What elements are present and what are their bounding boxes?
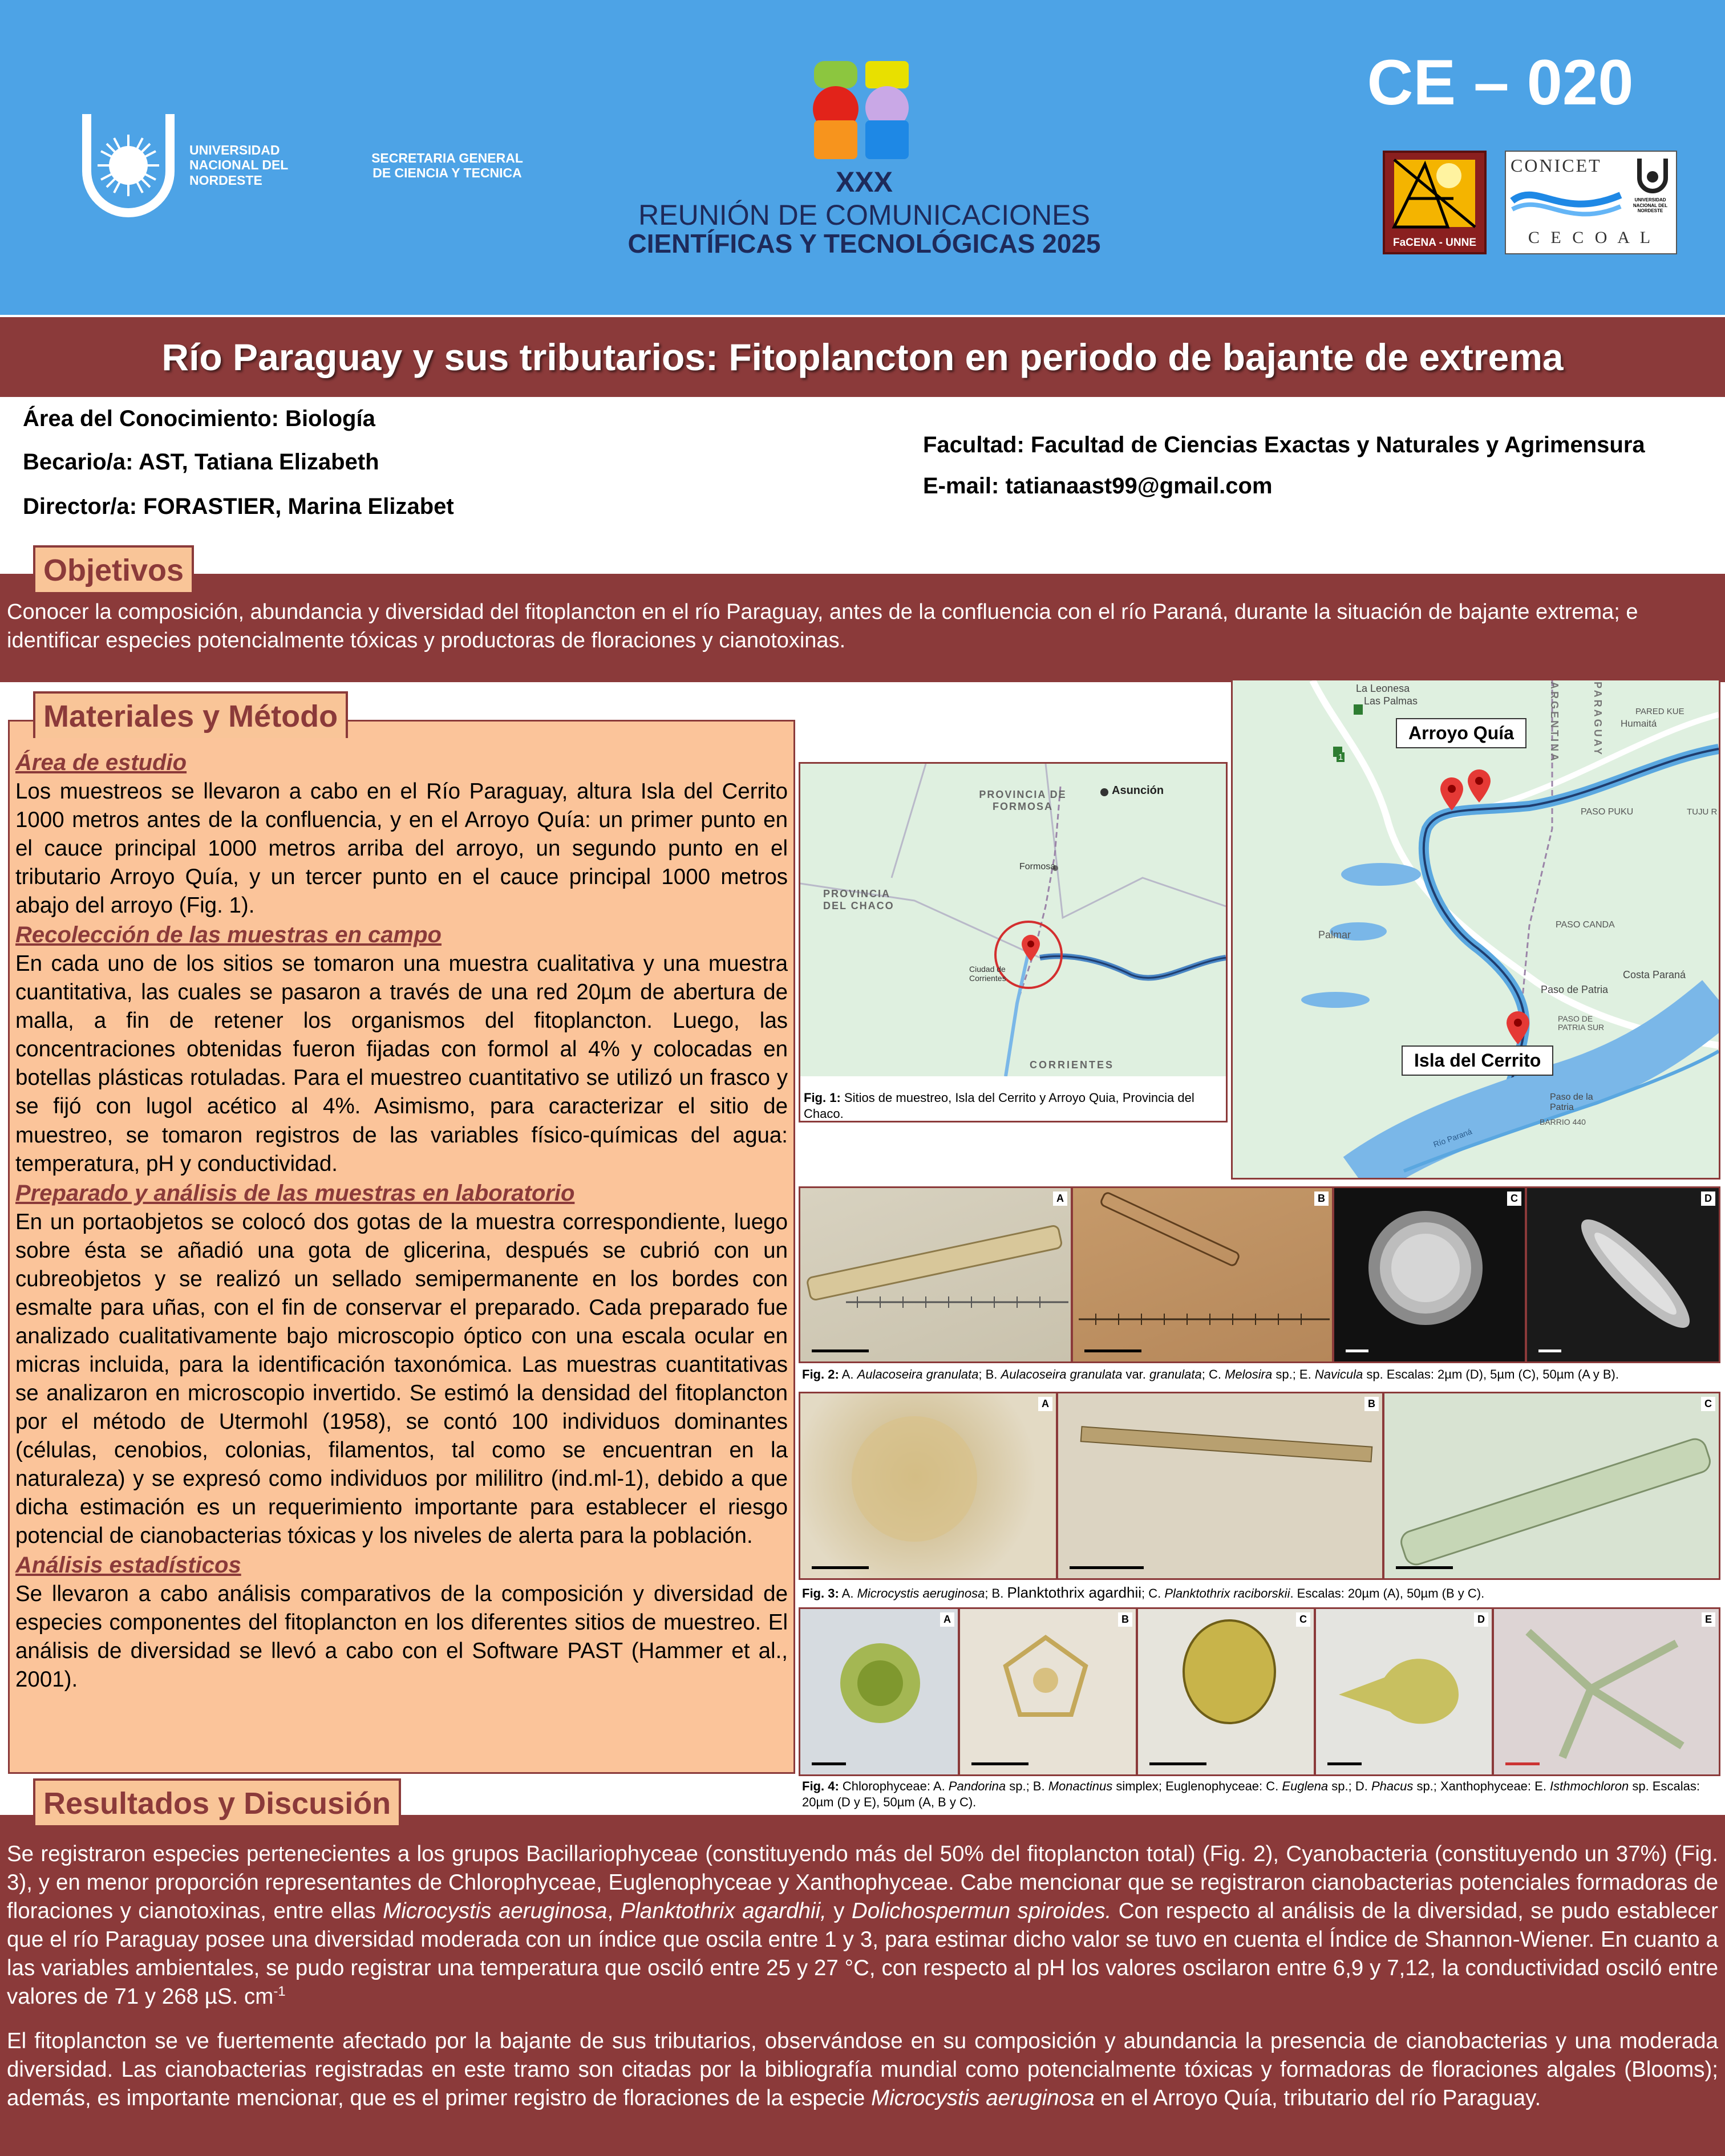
resultados-text: Se registraron especies pertenecientes a los grupos Bacillariophyceae (constituyendo más del 50% del fitoplancton total) (Fig. 2), Cyanobacteria (constituyendo un 37%) (Fig. 3), y en menor proporción representantes de Chlorophyceae, Euglenophyceae y Xanthophyceae. Cabe mencionar que se registraron cianobacterias potenciales formadoras de floraciones y cianotoxinas, entre ellas xyxy=(7,1842,1718,1924)
event-title-line2: CIENTÍFICAS Y TECNOLÓGICAS 2025 xyxy=(627,229,1101,258)
fig3-caption-part: ; C. xyxy=(1141,1586,1165,1600)
fig4-c-scale xyxy=(1149,1762,1206,1765)
fig4-image-e xyxy=(1492,1607,1720,1776)
fig2-caption-part: var. xyxy=(1122,1367,1150,1381)
fig3-tag-b: B xyxy=(1364,1397,1379,1411)
fig2-a-scale xyxy=(812,1349,869,1352)
director: Director/a: FORASTIER, Marina Elizabet xyxy=(23,494,454,519)
resultados-text: en el Arroyo Quía, tributario del río Paraguay. xyxy=(1094,2086,1541,2111)
fig2-caption-part: A. xyxy=(839,1367,857,1381)
map-label-isla-cerrito: Isla del Cerrito xyxy=(1402,1045,1553,1076)
fig4-a-scale xyxy=(812,1762,846,1765)
map-costa-parana: Costa Paraná xyxy=(1623,969,1686,980)
fig2-image-c xyxy=(1333,1186,1526,1363)
fig4-b-scale xyxy=(971,1762,1028,1765)
map-humaita: Humaitá xyxy=(1621,718,1657,729)
fig2-caption-label: Fig. 2: xyxy=(802,1367,839,1381)
map-la-leonesa: La Leonesa xyxy=(1356,683,1410,694)
fig3-caption-label: Fig. 3: xyxy=(802,1586,839,1600)
map-prov-formosa: PROVINCIA DE FORMOSA xyxy=(979,789,1067,812)
map-paso-puku: PASO PUKU xyxy=(1581,807,1634,817)
facena-emblem-icon xyxy=(1385,153,1484,234)
map-tuju: TUJU R xyxy=(1687,807,1718,817)
fig3-image-b xyxy=(1056,1392,1384,1580)
unne-logo-icon xyxy=(80,108,177,222)
resultados-text: Con respecto al análisis de la diversidad, se pudo establecer que el río Paraguay posee una diversidad moderada con un índice que oscila entre 1 y 3, para estimar dicho valor se tuvo en cuenta el Índice de Shannon-Wiener. En cuanto a las variables ambientales, se pudo registrar una temperatura que osciló entre 25 y 27 °C, con respecto al pH los valores oscilaron entre 6,9 y 7,12, la conductividad osciló entre valores de 71 y 268 µS. cm xyxy=(7,1899,1719,2009)
fig4-image-c xyxy=(1136,1607,1315,1776)
fig2-a-diatom-icon xyxy=(800,1188,1072,1363)
materiales-p-preparado: En un portaobjetos se colocó dos gotas de la muestra correspondiente, luego sobre ésta se añadió una gota de glicerina, después se cubrió con un cubreobjetos y se realizó un sellado semipermanente en los bordes con esmalte para uñas, con el fin de conservar el preparado. Cada preparado fue analizado cualitativamente bajo microscopio óptico con una escala ocular en micras incluida, para la identificación taxonómica. Las muestras cuantitativas se analizaron en microscopio invertido. Se estimó la densidad del fitoplancton por el método de Utermohl (1958), se contó 100 individuos dominantes (células, cenobios, colonias, filamentos, tal como se encuentran en la naturaleza) y se expresó como individuos por mililitro (ind.ml-1), debido a que dicha estimación es un requerimiento importante para establecer el riesgo potencial de cianobacterias tóxicas y los niveles de alerta para la población. xyxy=(15,1209,788,1549)
fig4-caption-species: Isthmochloron xyxy=(1550,1779,1629,1793)
map-corrientes: CORRIENTES xyxy=(1030,1059,1115,1071)
fig3-b-scale xyxy=(1070,1566,1144,1569)
fig2-image-b xyxy=(1071,1186,1334,1363)
fig2-tag-d: D xyxy=(1701,1192,1715,1206)
fig2-tag-a: A xyxy=(1053,1192,1067,1206)
resultados-species: Microcystis aeruginosa xyxy=(871,2086,1095,2111)
objetivos-box xyxy=(0,574,1725,682)
fig2-tag-b: B xyxy=(1314,1192,1329,1206)
event-title-line1: REUNIÓN DE COMUNICACIONES xyxy=(638,199,1090,231)
event-roman: XXX xyxy=(835,166,893,198)
fig2-caption-species: Aulacoseira granulata xyxy=(1001,1367,1123,1381)
poster-code: CE – 020 xyxy=(1367,47,1634,118)
fig2-caption-part: sp.; E. xyxy=(1272,1367,1315,1381)
fig4-d-scale xyxy=(1327,1762,1362,1765)
fig3-caption xyxy=(802,1583,1720,1602)
materiales-box xyxy=(8,720,795,1774)
materiales-heading: Materiales y Método xyxy=(33,691,348,738)
materiales-h-area: Área de estudio xyxy=(15,750,187,775)
fig2-image-d xyxy=(1525,1186,1720,1363)
fig4-tag-a: A xyxy=(940,1612,954,1627)
fig4-d-phacus-icon xyxy=(1316,1609,1493,1776)
fig4-caption-label: Fig. 4: xyxy=(802,1779,839,1793)
fig4-e-isthmochloron-icon xyxy=(1494,1609,1720,1776)
fig2-caption-part: ; C. xyxy=(1201,1367,1225,1381)
fig4-panel xyxy=(799,1607,1720,1807)
resultados-species: Dolichospermun spiroides. xyxy=(851,1899,1112,1924)
fig3-caption-part: ; B. xyxy=(985,1586,1007,1600)
fig3-b-planktothrix-icon xyxy=(1058,1393,1383,1579)
fig4-image-b xyxy=(958,1607,1137,1776)
fig4-caption-part: sp.; Xanthophyceae: E. xyxy=(1413,1779,1550,1793)
poster-title: Río Paraguay y sus tributarios: Fitoplancton en periodo de bajante de extrema xyxy=(0,317,1725,397)
fig4-tag-e: E xyxy=(1702,1612,1715,1627)
event-logo-icon xyxy=(813,60,916,160)
objetivos-text: Conocer la composición, abundancia y diversidad del fitoplancton en el río Paraguay, antes de la confluencia con el río Paraná, durante la situación de bajante extrema; e identificar especies potencialmente tóxicas y productoras de floraciones y cianotoxinas. xyxy=(7,600,1638,653)
fig1-caption-text: Sitios de muestreo, Isla del Cerrito y Arroyo Quia, Provincia del Chaco. xyxy=(804,1091,1194,1121)
fig2-b-diatom-icon xyxy=(1073,1188,1333,1363)
resultados-superscript: -1 xyxy=(273,1984,286,2000)
fig2-caption-part: ; B. xyxy=(978,1367,1001,1381)
fig3-tag-c: C xyxy=(1701,1397,1715,1411)
map-pared-kue: PARED KUE xyxy=(1635,707,1684,716)
fig3-a-microcystis-icon xyxy=(800,1393,1057,1579)
unne-small-logo-icon xyxy=(1633,156,1673,196)
fig3-caption-species: Planktothrix raciborskii xyxy=(1164,1586,1290,1600)
fig4-image-d xyxy=(1314,1607,1493,1776)
fig1-large-map-panel xyxy=(1231,679,1720,1180)
fig4-caption-part: sp.; D. xyxy=(1328,1779,1371,1793)
fig2-c-scale xyxy=(1346,1349,1368,1352)
fig4-caption-part: simplex; Euglenophyceae: C. xyxy=(1112,1779,1282,1793)
facultad: Facultad: Facultad de Ciencias Exactas y Naturales y Agrimensura xyxy=(923,432,1645,457)
fig4-c-euglena-icon xyxy=(1138,1609,1315,1776)
fig4-caption-species: Phacus xyxy=(1371,1779,1414,1793)
resultados-text: El fitoplancton se ve fuertemente afectado por la bajante de sus tributarios, observándose en su composición y abundancia la presencia de cianobacterias y una moderada diversidad. Las cianobacterias registradas en este tramo son citadas por la bibliografía mundial como potencialmente tóxicas y formadoras de floraciones algales (Blooms); además, es importante mencionar, que es el primer registro de floraciones de la especie xyxy=(7,2029,1718,2111)
fig4-tag-d: D xyxy=(1474,1612,1488,1627)
map-asuncion: Asunción xyxy=(1112,784,1164,797)
map-rio-parana: Río Paraná xyxy=(1432,1126,1473,1149)
fig2-caption-species: Melosira xyxy=(1225,1367,1273,1381)
facena-label: FaCENA - UNNE xyxy=(1392,237,1477,249)
conicet-cecoal-logo xyxy=(1505,151,1677,254)
resultados-text: y xyxy=(826,1899,852,1924)
map-palmar: Palmar xyxy=(1318,929,1351,941)
fig1-large-map xyxy=(1233,680,1719,1178)
fig3-panel xyxy=(799,1392,1720,1603)
fig3-tag-a: A xyxy=(1038,1397,1052,1411)
fig4-e-scale xyxy=(1505,1762,1540,1765)
area-conocimiento: Área del Conocimiento: Biología xyxy=(23,406,375,431)
map-paso-de-la-patria: Paso de la Patria xyxy=(1550,1092,1593,1112)
resultados-paragraph-1 xyxy=(7,1840,1718,2011)
resultados-species: Microcystis aeruginosa xyxy=(383,1899,608,1924)
fig1-caption-label: Fig. 1: xyxy=(804,1091,841,1105)
objetivos-heading: Objetivos xyxy=(33,545,194,592)
map-las-palmas: Las Palmas xyxy=(1364,695,1418,707)
fig2-b-scale xyxy=(1084,1349,1141,1352)
materiales-p-recoleccion: En cada uno de los sitios se tomaron una muestra cualitativa y una muestra cuantitativa, las cuales se pasaron a través de una red 20µm de abertura de malla, a fin de retener los organismos del fitoplancton. Luego, las concentraciones obtenidas fueron fijadas con formol al 4% y colocadas en botellas plásticas rotuladas. Para el muestreo cuantitativo se utilizó un frasco y se fijó con lugol acético al 4%. Asimismo, para caracterizar el sitio de muestreo, se tomaron registros de las variables físico-químicas del agua: temperatura, pH y conductividad. xyxy=(15,951,788,1176)
conicet-label: CONICET xyxy=(1511,155,1602,176)
fig2-c-melosira-icon xyxy=(1334,1188,1526,1363)
fig3-caption-part: A. xyxy=(839,1586,857,1600)
fig4-caption xyxy=(802,1778,1720,1810)
materiales-p-estadisticos: Se llevaron a cabo análisis comparativos de la composición y diversidad de especies componentes del fitoplancton en los diferentes sitios de muestreo. El análisis de diversidad se llevó a cabo con el Software PAST (Hammer et al., 2001). xyxy=(15,1582,788,1692)
fig3-caption-species: Microcystis aeruginosa xyxy=(857,1586,985,1600)
materiales-h-estadisticos: Análisis estadísticos xyxy=(15,1553,241,1578)
map-ciudad-corrientes: Ciudad de Corrientes xyxy=(969,964,1006,983)
materiales-p-area: Los muestreos se llevaron a cabo en el Río Paraguay, altura Isla del Cerrito 1000 metros antes de la confluencia, y en el Arroyo Quía: un primer punto en el cauce principal 1000 metros arriba del arroyo, un segundo punto en el tributario Arroyo Quía, y un tercer punto en el cauce principal 1000 metros abajo del arroyo (Fig. 1). xyxy=(15,779,788,918)
resultados-species: Planktothrix agardhii, xyxy=(620,1899,827,1924)
map-route-marker: 1 xyxy=(1337,752,1345,762)
header-banner xyxy=(0,0,1725,315)
resultados-heading: Resultados y Discusión xyxy=(33,1778,401,1825)
fig4-caption-part: sp. Escalas: 20µm (D y E), 50µm (A, B y C). xyxy=(802,1779,1700,1809)
fig2-caption xyxy=(802,1367,1720,1383)
map-label-arroyo-quia: Arroyo Quía xyxy=(1396,718,1526,748)
fig2-caption-species: Aulacoseira granulata xyxy=(857,1367,979,1381)
cecoal-label: C E C O A L xyxy=(1528,228,1654,247)
fig2-caption-part: sp. Escalas: 2µm (D), 5µm (C), 50µm (A y B). xyxy=(1363,1367,1619,1381)
map-formosa: Formosa xyxy=(1019,862,1056,872)
map-barrio: BARRIO 440 xyxy=(1540,1117,1586,1126)
fig1-panel xyxy=(799,762,1228,1122)
resultados-paragraph-2 xyxy=(7,2027,1718,2113)
map-prov-chaco: PROVINCIA DEL CHACO xyxy=(823,888,894,911)
materiales-h-recoleccion: Recolección de las muestras en campo xyxy=(15,922,442,948)
fig4-tag-c: C xyxy=(1296,1612,1310,1627)
resultados-box xyxy=(0,1815,1725,2156)
fig3-c-raciborskii-icon xyxy=(1384,1393,1720,1579)
map-paso-canda: PASO CANDA xyxy=(1556,920,1615,930)
fig4-caption-species: Pandorina xyxy=(948,1779,1006,1793)
resultados-text: , xyxy=(607,1899,621,1924)
fig4-b-monactinus-icon xyxy=(960,1609,1137,1776)
unne-small-label: UNIVERSIDAD NACIONAL DEL NORDESTE xyxy=(1633,197,1668,214)
secretaria-label: SECRETARIA GENERAL DE CIENCIA Y TECNICA xyxy=(371,151,523,181)
fig4-caption-part: sp.; B. xyxy=(1006,1779,1048,1793)
map-paso-patria: Paso de Patria xyxy=(1541,984,1609,995)
materiales-h-preparado: Preparado y análisis de las muestras en laboratorio xyxy=(15,1180,575,1206)
fig1-caption xyxy=(804,1090,1220,1121)
conicet-wave-icon xyxy=(1509,178,1623,224)
fig2-caption-species: granulata xyxy=(1149,1367,1202,1381)
fig3-c-scale xyxy=(1396,1566,1453,1569)
fig3-caption-part: . Escalas: 20µm (A), 50µm (B y C). xyxy=(1290,1586,1485,1600)
facena-logo xyxy=(1383,151,1487,254)
fig2-tag-c: C xyxy=(1507,1192,1521,1206)
fig3-image-a xyxy=(799,1392,1058,1580)
map-argentina: ARGENTINA xyxy=(1549,682,1560,763)
fig4-caption-species: Euglena xyxy=(1282,1779,1329,1793)
fig4-a-pandorina-icon xyxy=(800,1609,959,1776)
becario: Becario/a: AST, Tatiana Elizabeth xyxy=(23,449,379,475)
map-paraguay: PARAGUAY xyxy=(1592,682,1603,757)
fig2-caption-species: Navicula xyxy=(1314,1367,1363,1381)
fig2-d-navicula-icon xyxy=(1527,1188,1720,1363)
fig3-caption-species: Planktothrix agardhii xyxy=(1007,1584,1142,1601)
fig3-image-c xyxy=(1383,1392,1720,1580)
univ-name: UNIVERSIDAD NACIONAL DEL NORDESTE xyxy=(189,143,288,188)
fig3-a-scale xyxy=(812,1566,869,1569)
email: E-mail: tatianaast99@gmail.com xyxy=(923,473,1273,499)
fig2-d-scale xyxy=(1538,1349,1561,1352)
fig2-image-a xyxy=(799,1186,1072,1363)
fig4-tag-b: B xyxy=(1118,1612,1132,1627)
map-paso-patria-sur: PASO DE PATRIA SUR xyxy=(1558,1014,1605,1032)
fig4-caption-species: Monactinus xyxy=(1048,1779,1113,1793)
fig2-panel xyxy=(799,1186,1720,1384)
fig4-image-a xyxy=(799,1607,959,1776)
fig4-caption-part: Chlorophyceae: A. xyxy=(839,1779,949,1793)
